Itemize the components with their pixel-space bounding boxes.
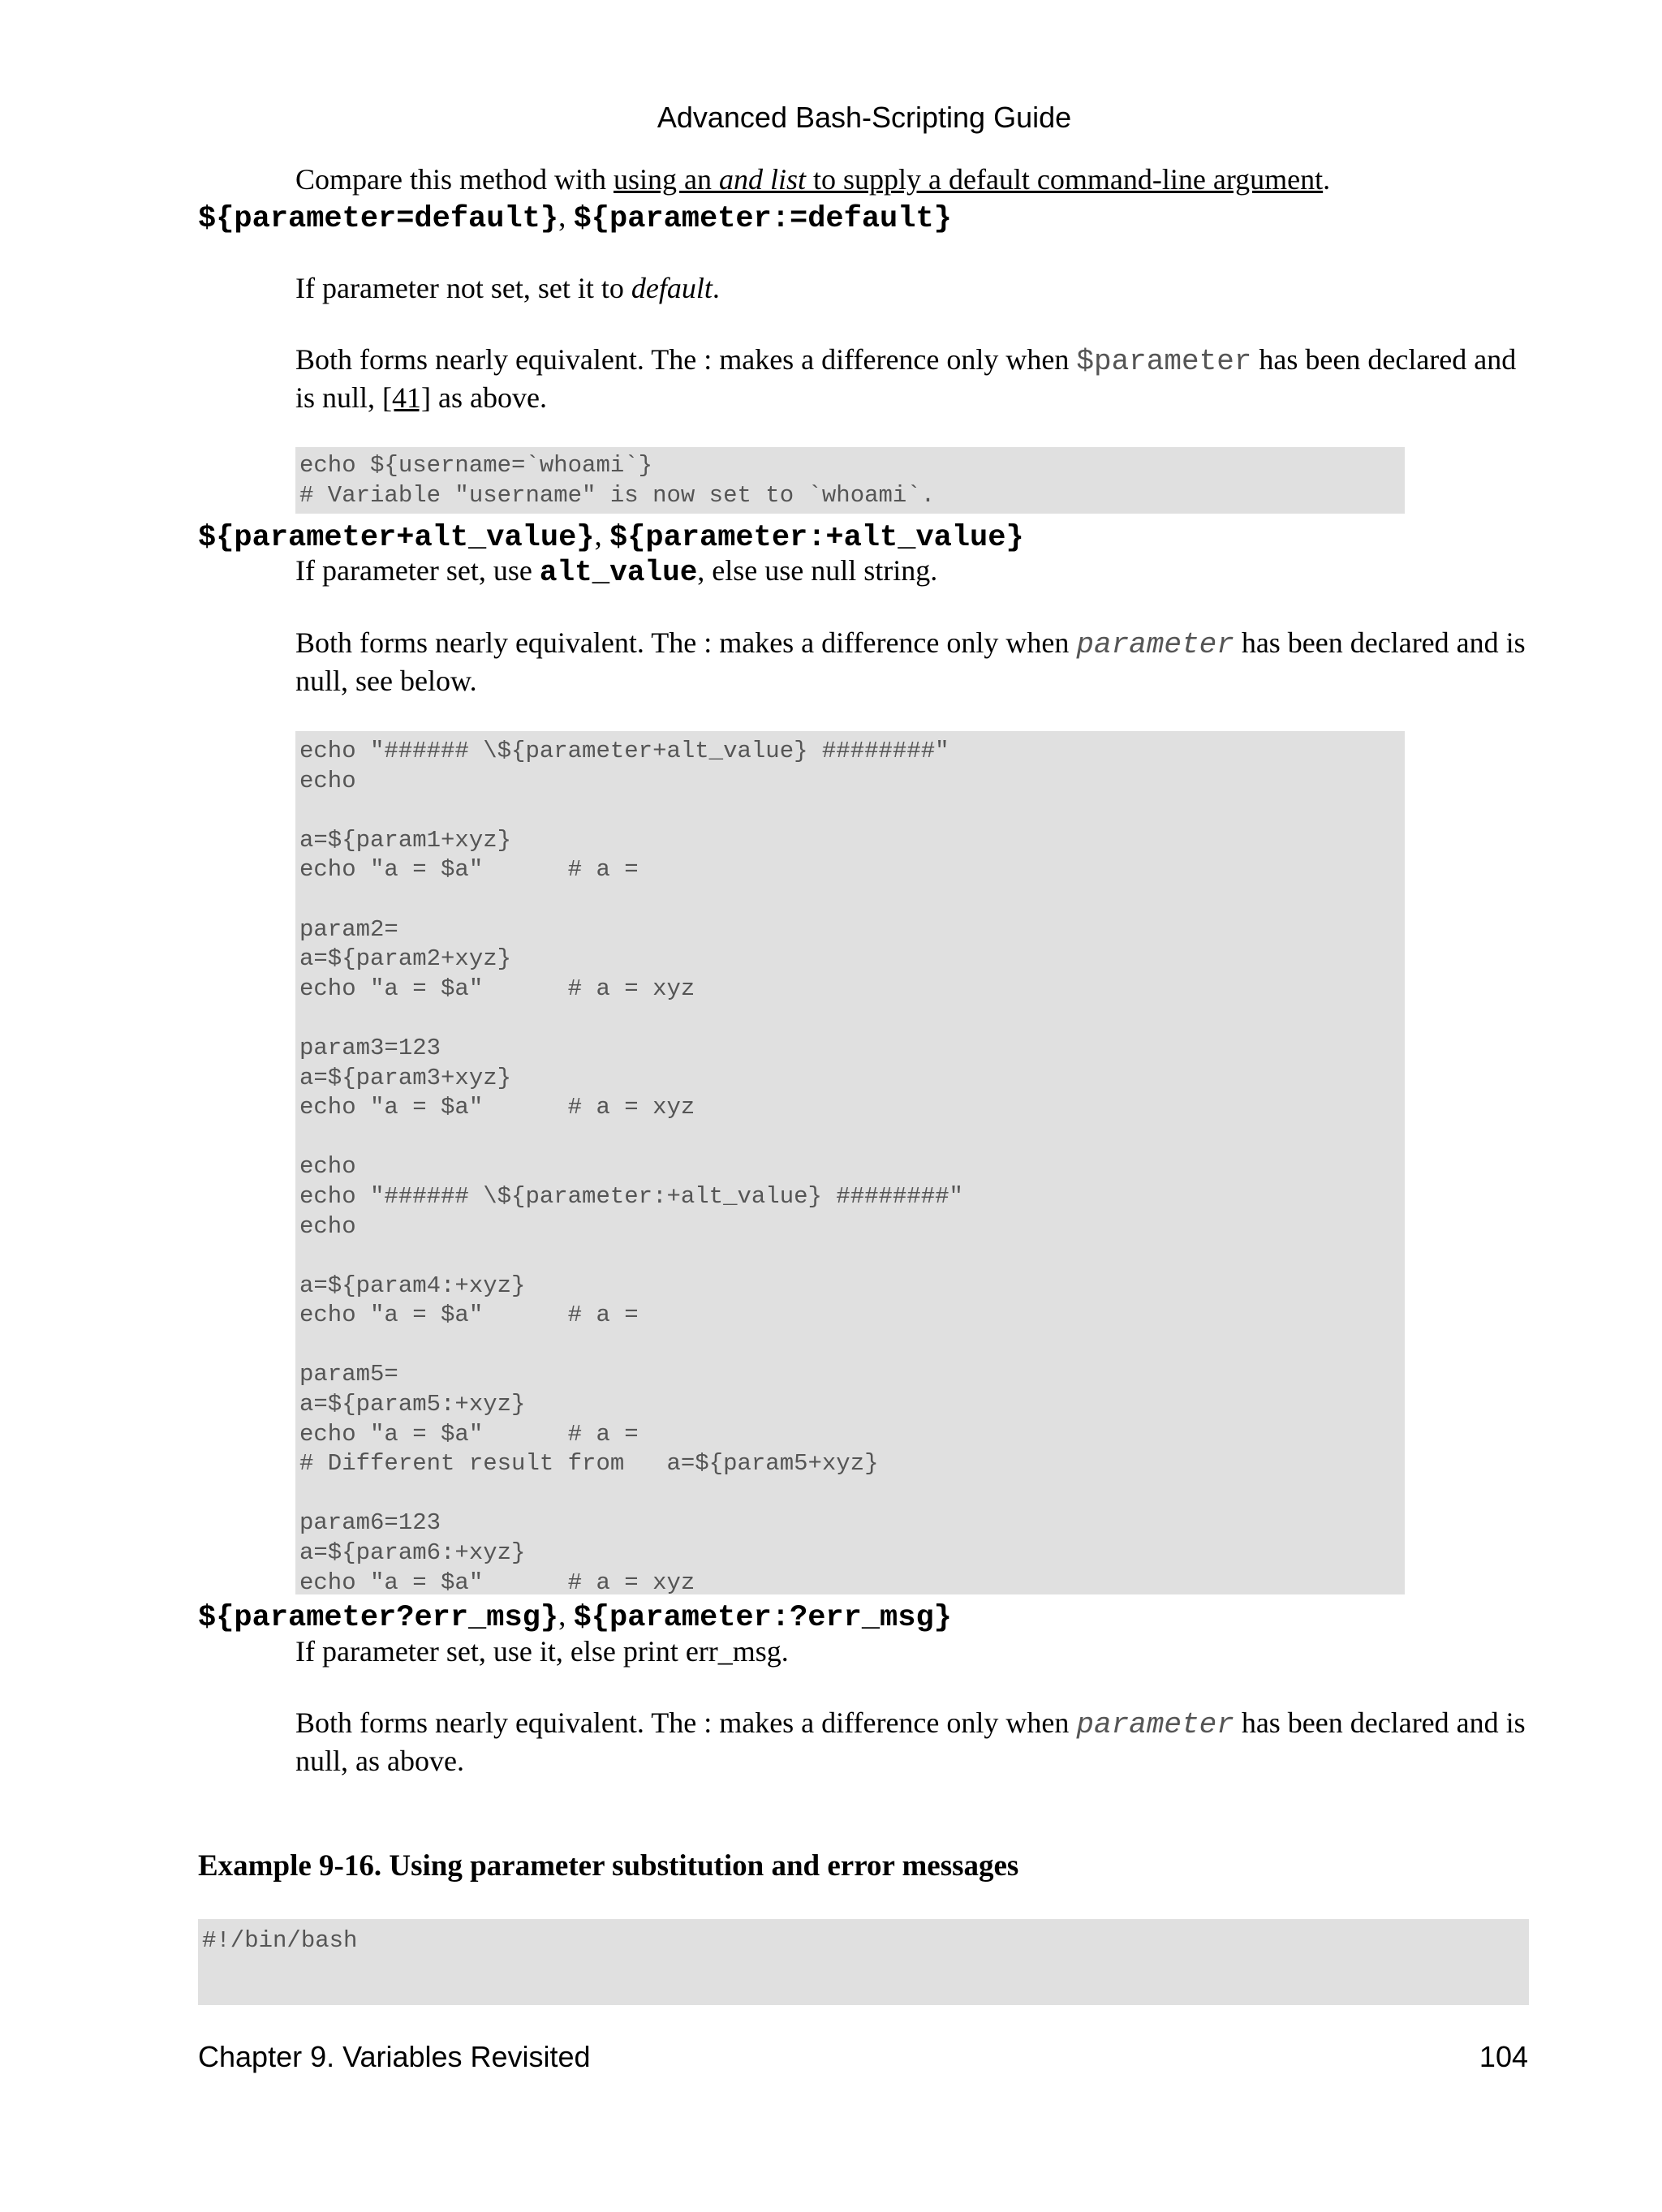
term3-description: If parameter set, use it, else print err_msg.	[295, 1635, 789, 1668]
code-text: echo ${username=`whoami`} # Variable "username" is now set to `whoami`.	[299, 452, 936, 509]
term-parameter-err-msg: ${parameter?err_msg}, ${parameter:?err_msg}	[198, 1599, 952, 1635]
footnote-41-link[interactable]: [41]	[382, 381, 431, 414]
code-block-alt-value	[295, 731, 1405, 1594]
term-parameter-alt-value: ${parameter+alt_value}, ${parameter:+alt_value}	[198, 519, 1024, 555]
code-block-username	[295, 447, 1405, 514]
term1-note: Both forms nearly equivalent. The : makes a difference only when $parameter has been declared and is null, [41] as above.	[295, 343, 1517, 414]
footer-page-number: 104	[1479, 2040, 1528, 2073]
term-parameter-default: ${parameter=default}, ${parameter:=default}	[198, 200, 952, 236]
term1-description: If parameter not set, set it to default.	[295, 272, 720, 304]
footer-chapter: Chapter 9. Variables Revisited	[198, 2040, 591, 2073]
code-block-example	[198, 1919, 1529, 2005]
term2-note: Both forms nearly equivalent. The : makes a difference only when parameter has been declared and is null, see below.	[295, 626, 1526, 697]
code-text: #!/bin/bash	[202, 1927, 358, 1954]
and-list-link[interactable]: using an and list to supply a default command-line argument	[613, 163, 1324, 196]
code-text: echo "###### \${parameter+alt_value} ########" echo a=${param1+xyz} echo "a = $a" # a = param2= a=${param2+xyz} echo "a = $a" # a = xyz param3=123 a=${param3+xyz} echo "a = $a" # a = xyz echo echo "###### \${parameter:+alt_value} ########" echo a=${param4:+xyz} echo "a = $a" # a = param5= a=${param5:+xyz} echo "a = $a" # a = # Different result from a=${param5+xyz} param6=123 a=${param6:+xyz} echo "a = $a" # a = xyz	[299, 738, 963, 1596]
term3-note: Both forms nearly equivalent. The : makes a difference only when parameter has been declared and is null, as above.	[295, 1706, 1526, 1777]
example-title: Example 9-16. Using parameter substitution and error messages	[198, 1849, 1019, 1883]
page-header: Advanced Bash-Scripting Guide	[657, 101, 1072, 134]
intro-paragraph: Compare this method with using an and list to supply a default command-line argument.	[295, 163, 1331, 196]
term2-description: If parameter set, use alt_value, else use null string.	[295, 554, 938, 589]
intro-prefix: Compare this method with	[295, 163, 614, 196]
